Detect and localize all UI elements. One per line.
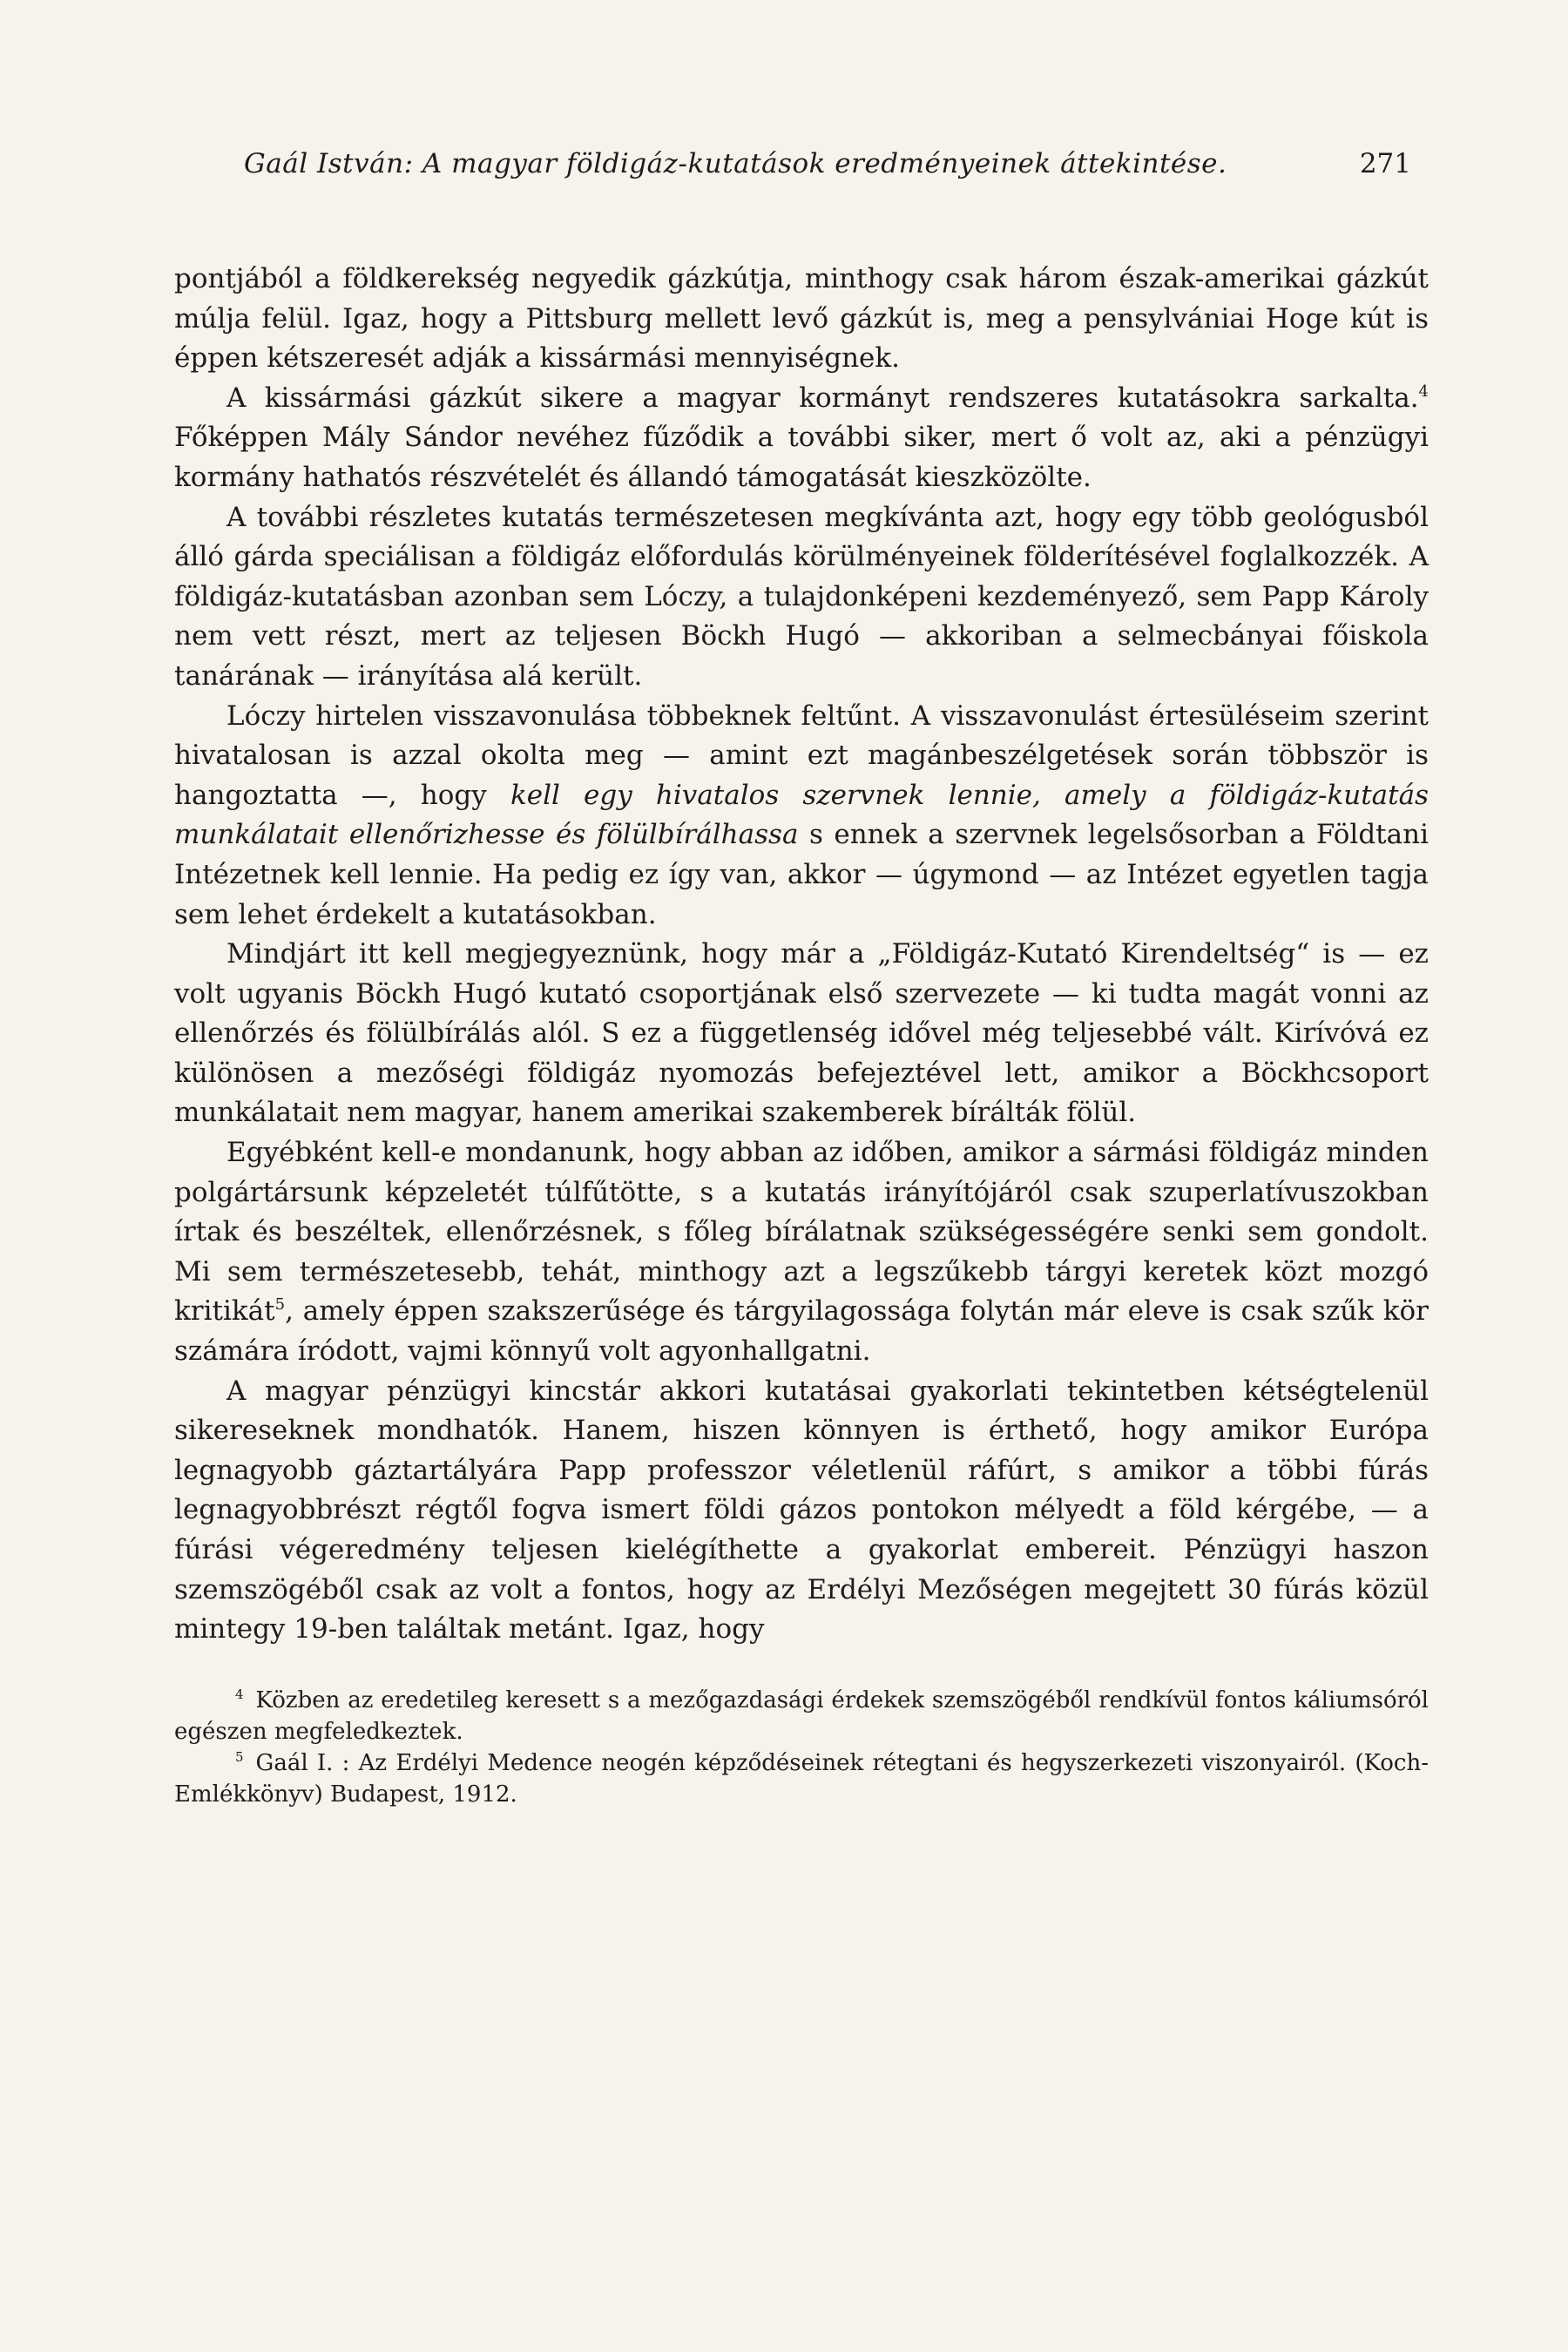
paragraph-text: A kissármási gázkút sikere a magyar kormányt rendszeres kutatásokra sarkalta. <box>226 382 1419 414</box>
footnote-marker: 4 <box>235 1686 244 1702</box>
paragraph-text: Egyébként kell-e mondanunk, hogy abban az időben, amikor a sármási földigáz minden polgártársunk képzeletét túlfűtötte, s a kutatás irányítójáról csak szuperlatívuszokban írtak és beszéltek, ellenőrzésnek, s főleg bírálatnak szükségességére senki sem gondolt. Mi sem természetesebb, tehát, minthogy azt a legszűkebb tárgyi keretek közt mozgó kritikát <box>174 1137 1429 1328</box>
running-title: Gaál István: A magyar földigáz-kutatások eredményeinek áttekintése. <box>244 148 1227 179</box>
footnote <box>174 1747 1429 1810</box>
paragraph <box>174 1372 1429 1650</box>
paragraph <box>174 697 1429 936</box>
running-head <box>244 148 1429 179</box>
paragraph-text: pontjából a földkerekség negyedik gázkútja, minthogy csak három észak-amerikai gázkút múlja felül. Igaz, hogy a Pittsburg mellett levő gázkút is, meg a pensylvániai Hoge kút is éppen kétszeresét adják a kissármási mennyiségnek. <box>174 263 1429 375</box>
paragraph <box>174 935 1429 1133</box>
paragraph <box>174 260 1429 379</box>
paragraph <box>174 379 1429 498</box>
paragraph-text: A további részletes kutatás természetesen megkívánta azt, hogy egy több geológusból álló gárda speciálisan a földigáz előfordulás körülményeinek földerítésével foglalkozzék. A földigáz-kutatásban azonban sem Lóczy, a tulajdonképeni kezdeményező, sem Papp Károly nem vett részt, mert az teljesen Böckh Hugó — akkoriban a selmecbányai főiskola tanárának — irányítása alá került. <box>174 501 1429 692</box>
footnote <box>174 1685 1429 1747</box>
paragraph-text: s ennek a szervnek legelsősorban a Földtani Intézetnek kell lennie. Ha pedig ez így van, akkor — úgymond — az Intézet egyetlen tagja sem lehet érdekelt a kutatásokban. <box>174 819 1429 930</box>
footnote-text: Közben az eredetileg keresett s a mezőgazdasági érdekek szemszögéből rendkívül fontos káliumsóról egészen megfeledkeztek. <box>174 1686 1429 1745</box>
paragraph-text: Mindjárt itt kell megjegyeznünk, hogy már a „Földigáz-Kutató Kirendeltség“ is — ez volt ugyanis Böckh Hugó kutató csoportjának első szervezete — ki tudta magát vonni az ellenőrzés és fölülbírálás alól. S ez a függetlenség idővel még teljesebbé vált. Kirívóvá ez különösen a mezőségi földigáz nyomozás befejeztével lett, amikor a Böckhcsoport munkálatait nem magyar, hanem amerikai szakemberek bírálták fölül. <box>174 938 1429 1129</box>
italic-text: kell egy hivatalos szervnek lennie, amely a földigáz-kutatás munkálatait ellenőrizhesse és fölülbírálhassa <box>174 779 1429 851</box>
paragraph-text: Főképpen Mály Sándor nevéhez fűződik a további siker, mert ő volt az, aki a pénzügyi kormány hathatós részvételét és állandó támogatását kieszközölte. <box>174 422 1429 493</box>
paragraph-text: Lóczy hirtelen visszavonulása többeknek feltűnt. A visszavonulást értesüléseim szerint hivatalosan is azzal okolta meg — amint ezt magánbeszélgetések során többször is hangoztatta —, hogy <box>174 700 1429 811</box>
footnote-reference: 5 <box>274 1295 286 1315</box>
footnote-marker: 5 <box>235 1748 244 1765</box>
paragraph <box>174 1133 1429 1372</box>
page-number: 271 <box>1359 148 1411 179</box>
paragraph-text: A magyar pénzügyi kincstár akkori kutatásai gyakorlati tekintetben kétségtelenül sikereseknek mondhatók. Hanem, hiszen könnyen is érthető, hogy amikor Európa legnagyobb gáztartályára Papp professzor véletlenül ráfúrt, s amikor a többi fúrás legnagyobbrészt régtől fogva ismert földi gázos pontokon mélyedt a föld kérgébe, — a fúrási végeredmény teljesen kielégíthette a gyakorlat embereit. Pénzügyi haszon szemszögéből csak az volt a fontos, hogy az Erdélyi Mezőségen megejtett 30 fúrás közül mintegy 19-ben találtak metánt. Igaz, hogy <box>174 1375 1429 1646</box>
body-text <box>174 260 1429 1650</box>
footnote-reference: 4 <box>1418 382 1429 401</box>
footnotes <box>174 1685 1429 1810</box>
paragraph-text: , amely éppen szakszerűsége és tárgyilagossága folytán már eleve is csak szűk kör számára íródott, vajmi könnyű volt agyonhallgatni. <box>174 1295 1429 1368</box>
footnote-text: Gaál I. : Az Erdélyi Medence neogén képződéseinek rétegtani és hegyszerkezeti viszonyairól. (Koch-Emlékkönyv) Budapest, 1912. <box>174 1749 1429 1808</box>
paragraph <box>174 498 1429 697</box>
